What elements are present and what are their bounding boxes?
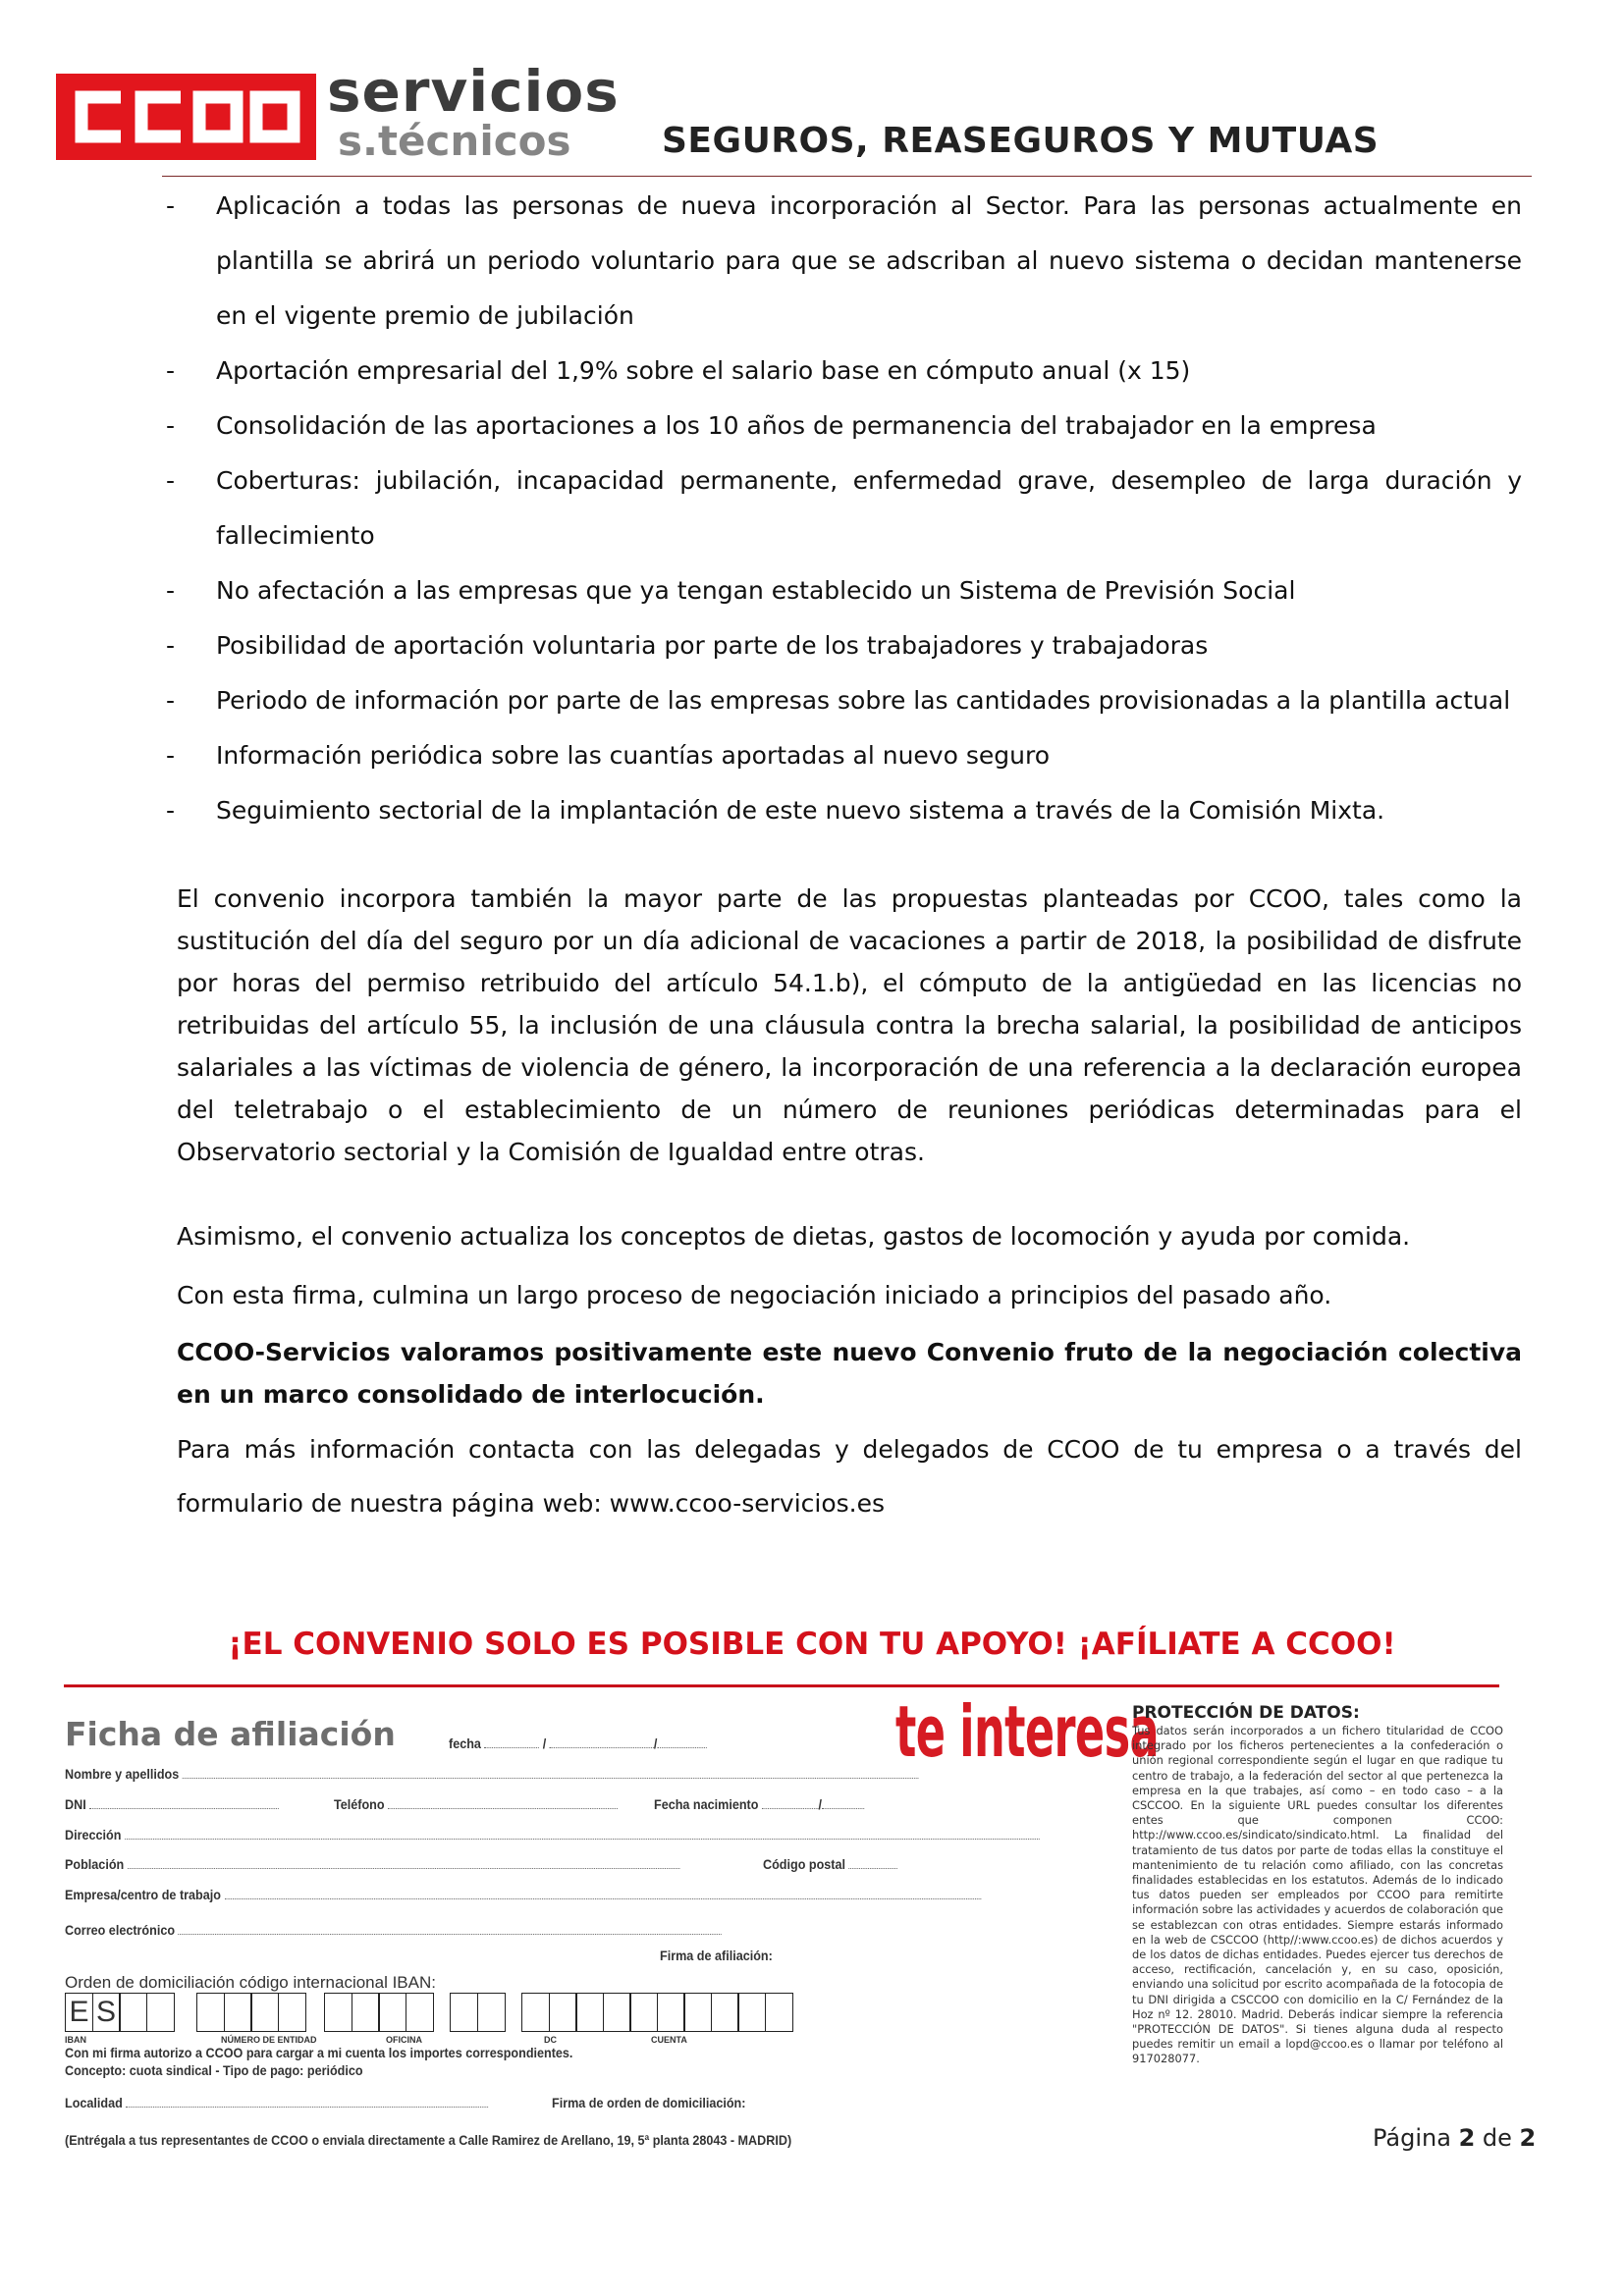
list-item: - Seguimiento sectorial de la implantación de este nuevo sistema a través de la Comisión Mixta. — [166, 796, 1385, 825]
oficina-cell[interactable] — [352, 1993, 380, 2032]
dc-label: DC — [544, 2035, 557, 2045]
paragraph-valoracion: CCOO-Servicios valoramos positivamente este nuevo Convenio fruto de la negociación colectiva en un marco consolidado de interlocución. — [177, 1338, 1522, 1409]
te-interesa-logo: te interesa — [895, 1690, 1160, 1773]
cuenta-cell[interactable] — [549, 1993, 577, 2032]
paragraph-convenio-proposals: El convenio incorpora también la mayor parte de las propuestas planteadas por CCOO, tales como la sustitución del día del seguro por un día adicional de vacaciones a partir de 2018, la posibilidad de disfrute por horas del permiso retribuido del artículo 54.1.b), el cómputo de la antigüedad en las licencias no retribuidas del artículo 55, la inclusión de una cláusula contra la brecha salarial, la posibilidad de anticipos salariales a las víctimas de violencia de género, la incorporación de una referencia a la declaración europea del teletrabajo o el establecimiento de un número de reuniones periódicas determinadas para el Observatorio sectorial y la Comisión de Igualdad entre otras. — [177, 884, 1522, 1166]
list-item: - Posibilidad de aportación voluntaria por parte de los trabajadores y trabajadoras — [166, 631, 1209, 660]
dc-cell[interactable] — [450, 1993, 478, 2032]
concepto-text: Concepto: cuota sindical - Tipo de pago: periódico — [65, 2062, 363, 2078]
list-item: - No afectación a las empresas que ya tengan establecido un Sistema de Previsión Social — [166, 576, 1296, 605]
paragraph-dietas: Asimismo, el convenio actualiza los conceptos de dietas, gastos de locomoción y ayuda por comida. — [177, 1222, 1411, 1251]
iban-boxes[interactable] — [65, 1993, 791, 2032]
iban-cell[interactable]: E — [65, 1993, 93, 2032]
cuenta-cell[interactable] — [683, 1993, 712, 2032]
iban-cell[interactable] — [146, 1993, 175, 2032]
cuenta-label: CUENTA — [651, 2035, 687, 2045]
brand-stecnicos: s.técnicos — [338, 117, 571, 165]
paragraph-contacto: Para más información contacta con las delegadas y delegados de CCOO de tu empresa o a través del formulario de nuestra página web: www.ccoo-servicios.es — [177, 1435, 1522, 1518]
form-title: Ficha de afiliación — [65, 1715, 396, 1753]
telefono-field[interactable]: Teléfono — [334, 1796, 618, 1812]
list-item: - Periodo de información por parte de las empresas sobre las cantidades provisionadas a la plantilla actual — [166, 686, 1511, 715]
entidad-label: NÚMERO DE ENTIDAD — [221, 2035, 317, 2045]
codigo-postal-field[interactable]: Código postal — [763, 1856, 897, 1872]
list-item: - Consolidación de las aportaciones a los 10 años de permanencia del trabajador en la empresa — [166, 411, 1377, 440]
entidad-cell[interactable] — [278, 1993, 306, 2032]
autorizo-text: Con mi firma autorizo a CCOO para cargar a mi cuenta los importes correspondientes. — [65, 2045, 573, 2060]
oficina-cell[interactable] — [406, 1993, 434, 2032]
entidad-cell[interactable] — [250, 1993, 279, 2032]
firma-afiliacion-label[interactable]: Firma de afiliación: — [660, 1948, 773, 1963]
oficina-label: OFICINA — [386, 2035, 422, 2045]
paragraph-firma: Con esta firma, culmina un largo proceso de negociación iniciado a principios del pasado año. — [177, 1281, 1332, 1309]
dc-cell[interactable] — [477, 1993, 506, 2032]
empresa-field[interactable]: Empresa/centro de trabajo — [65, 1887, 981, 1902]
localidad-field[interactable]: Localidad — [65, 2095, 488, 2110]
direccion-field[interactable]: Dirección — [65, 1827, 1039, 1842]
cuenta-cell[interactable] — [711, 1993, 739, 2032]
page-number: Página 2 de 2 — [1373, 2124, 1537, 2152]
iban-header: Orden de domiciliación código internacional IBAN: — [65, 1973, 436, 1992]
list-item: - Información periódica sobre las cuantías aportadas al nuevo seguro — [166, 741, 1050, 770]
data-protection-title: PROTECCIÓN DE DATOS: — [1132, 1703, 1360, 1723]
iban-cell[interactable] — [119, 1993, 147, 2032]
cuenta-cell[interactable] — [603, 1993, 631, 2032]
list-item: - Aportación empresarial del 1,9% sobre el salario base en cómputo anual (x 15) — [166, 356, 1191, 385]
dni-field[interactable]: DNI — [65, 1796, 279, 1812]
poblacion-field[interactable]: Población — [65, 1856, 679, 1872]
entidad-cell[interactable] — [224, 1993, 252, 2032]
firma-orden-label[interactable]: Firma de orden de domiciliación: — [552, 2095, 746, 2110]
iban-cell[interactable]: S — [92, 1993, 121, 2032]
cta-divider — [64, 1684, 1499, 1687]
data-protection-body: Tus datos serán incorporados a un fichero titularidad de CCOO integrado por los ficheros pertenecientes a la confederación o unión regional correspondiente según el lugar en que radique tu centro de trabajo, a la federación del sector al que pertenezca la empresa en la que trabajes, así como – en todo caso – a la CSCCOO. En la siguiente URL puedes consultar los diferentes entes que componen CCOO: http://www.ccoo.es/sindicato/sindicato.html. La finalidad del tratamiento de tus datos por parte de todas ellas la constituye el mantenimiento de tu relación como afiliado, con las concretas finalidades establecidas en los estatutos. Además de lo indicado tus datos pueden ser empleados por CCOO para remitirte información sobre las actividades y acuerdos de colaboración que se establezcan con otras entidades. Siempre estarás informado en la web de CSCCOO (http//:www.ccoo.es) de dichos acuerdos y de los datos de dichas entidades. Puedes ejercer tus derechos de acceso, rectificación, cancelación y, en su caso, oposición, enviando una solicitud por escrito acompañada de la fotocopia de tu DNI dirigida a CSCCOO con domicilio en la C/ Fernández de la Hoz nº 12. 28010. Madrid. Deberás indicar siempre la referencia "PROTECCIÓN DE DATOS". Si tienes alguna duda al respecto puedes remitir un email a lopd@ccoo.es o llamar por teléfono al 917028077. — [1132, 1724, 1503, 2066]
correo-field[interactable]: Correo electrónico — [65, 1922, 722, 1938]
fecha-field[interactable]: fecha / / — [449, 1735, 707, 1751]
oficina-cell[interactable] — [378, 1993, 406, 2032]
cuenta-cell[interactable] — [521, 1993, 550, 2032]
entidad-cell[interactable] — [196, 1993, 225, 2032]
cuenta-cell[interactable] — [737, 1993, 766, 2032]
affiliate-call-to-action: ¡EL CONVENIO SOLO ES POSIBLE CON TU APOYO! ¡AFÍLIATE A CCOO! — [228, 1627, 1396, 1662]
cuenta-cell[interactable] — [657, 1993, 685, 2032]
cuenta-cell[interactable] — [629, 1993, 658, 2032]
list-item: - Coberturas: jubilación, incapacidad permanente, enfermedad grave, desempleo de larga duración y fallecimiento — [166, 466, 1522, 550]
iban-label: IBAN — [65, 2035, 86, 2045]
brand-servicios: servicios — [327, 58, 620, 125]
list-item: - Aplicación a todas las personas de nueva incorporación al Sector. Para las personas actualmente en plantilla se abrirá un periodo voluntario para que se adscriban al nuevo sistema o decidan mantenerse en el vigente premio de jubilación — [166, 191, 1522, 330]
bullet-list — [162, 179, 1522, 838]
oficina-cell[interactable] — [324, 1993, 352, 2032]
ccoo-logo-mark — [56, 74, 316, 160]
nombre-field[interactable]: Nombre y apellidos — [65, 1766, 918, 1782]
cuenta-cell[interactable] — [765, 1993, 793, 2032]
ccoo-logo — [56, 74, 316, 160]
fecha-nacimiento-field[interactable]: Fecha nacimiento / — [654, 1796, 864, 1812]
document-section-title: SEGUROS, REASEGUROS Y MUTUAS — [662, 121, 1380, 161]
cuenta-cell[interactable] — [575, 1993, 604, 2032]
header-divider — [162, 176, 1532, 177]
form-footer-note: (Entrégala a tus representantes de CCOO o enviala directamente a Calle Ramirez de Arellano, 19, 5ª planta 28043 - MADRID) — [65, 2132, 792, 2148]
